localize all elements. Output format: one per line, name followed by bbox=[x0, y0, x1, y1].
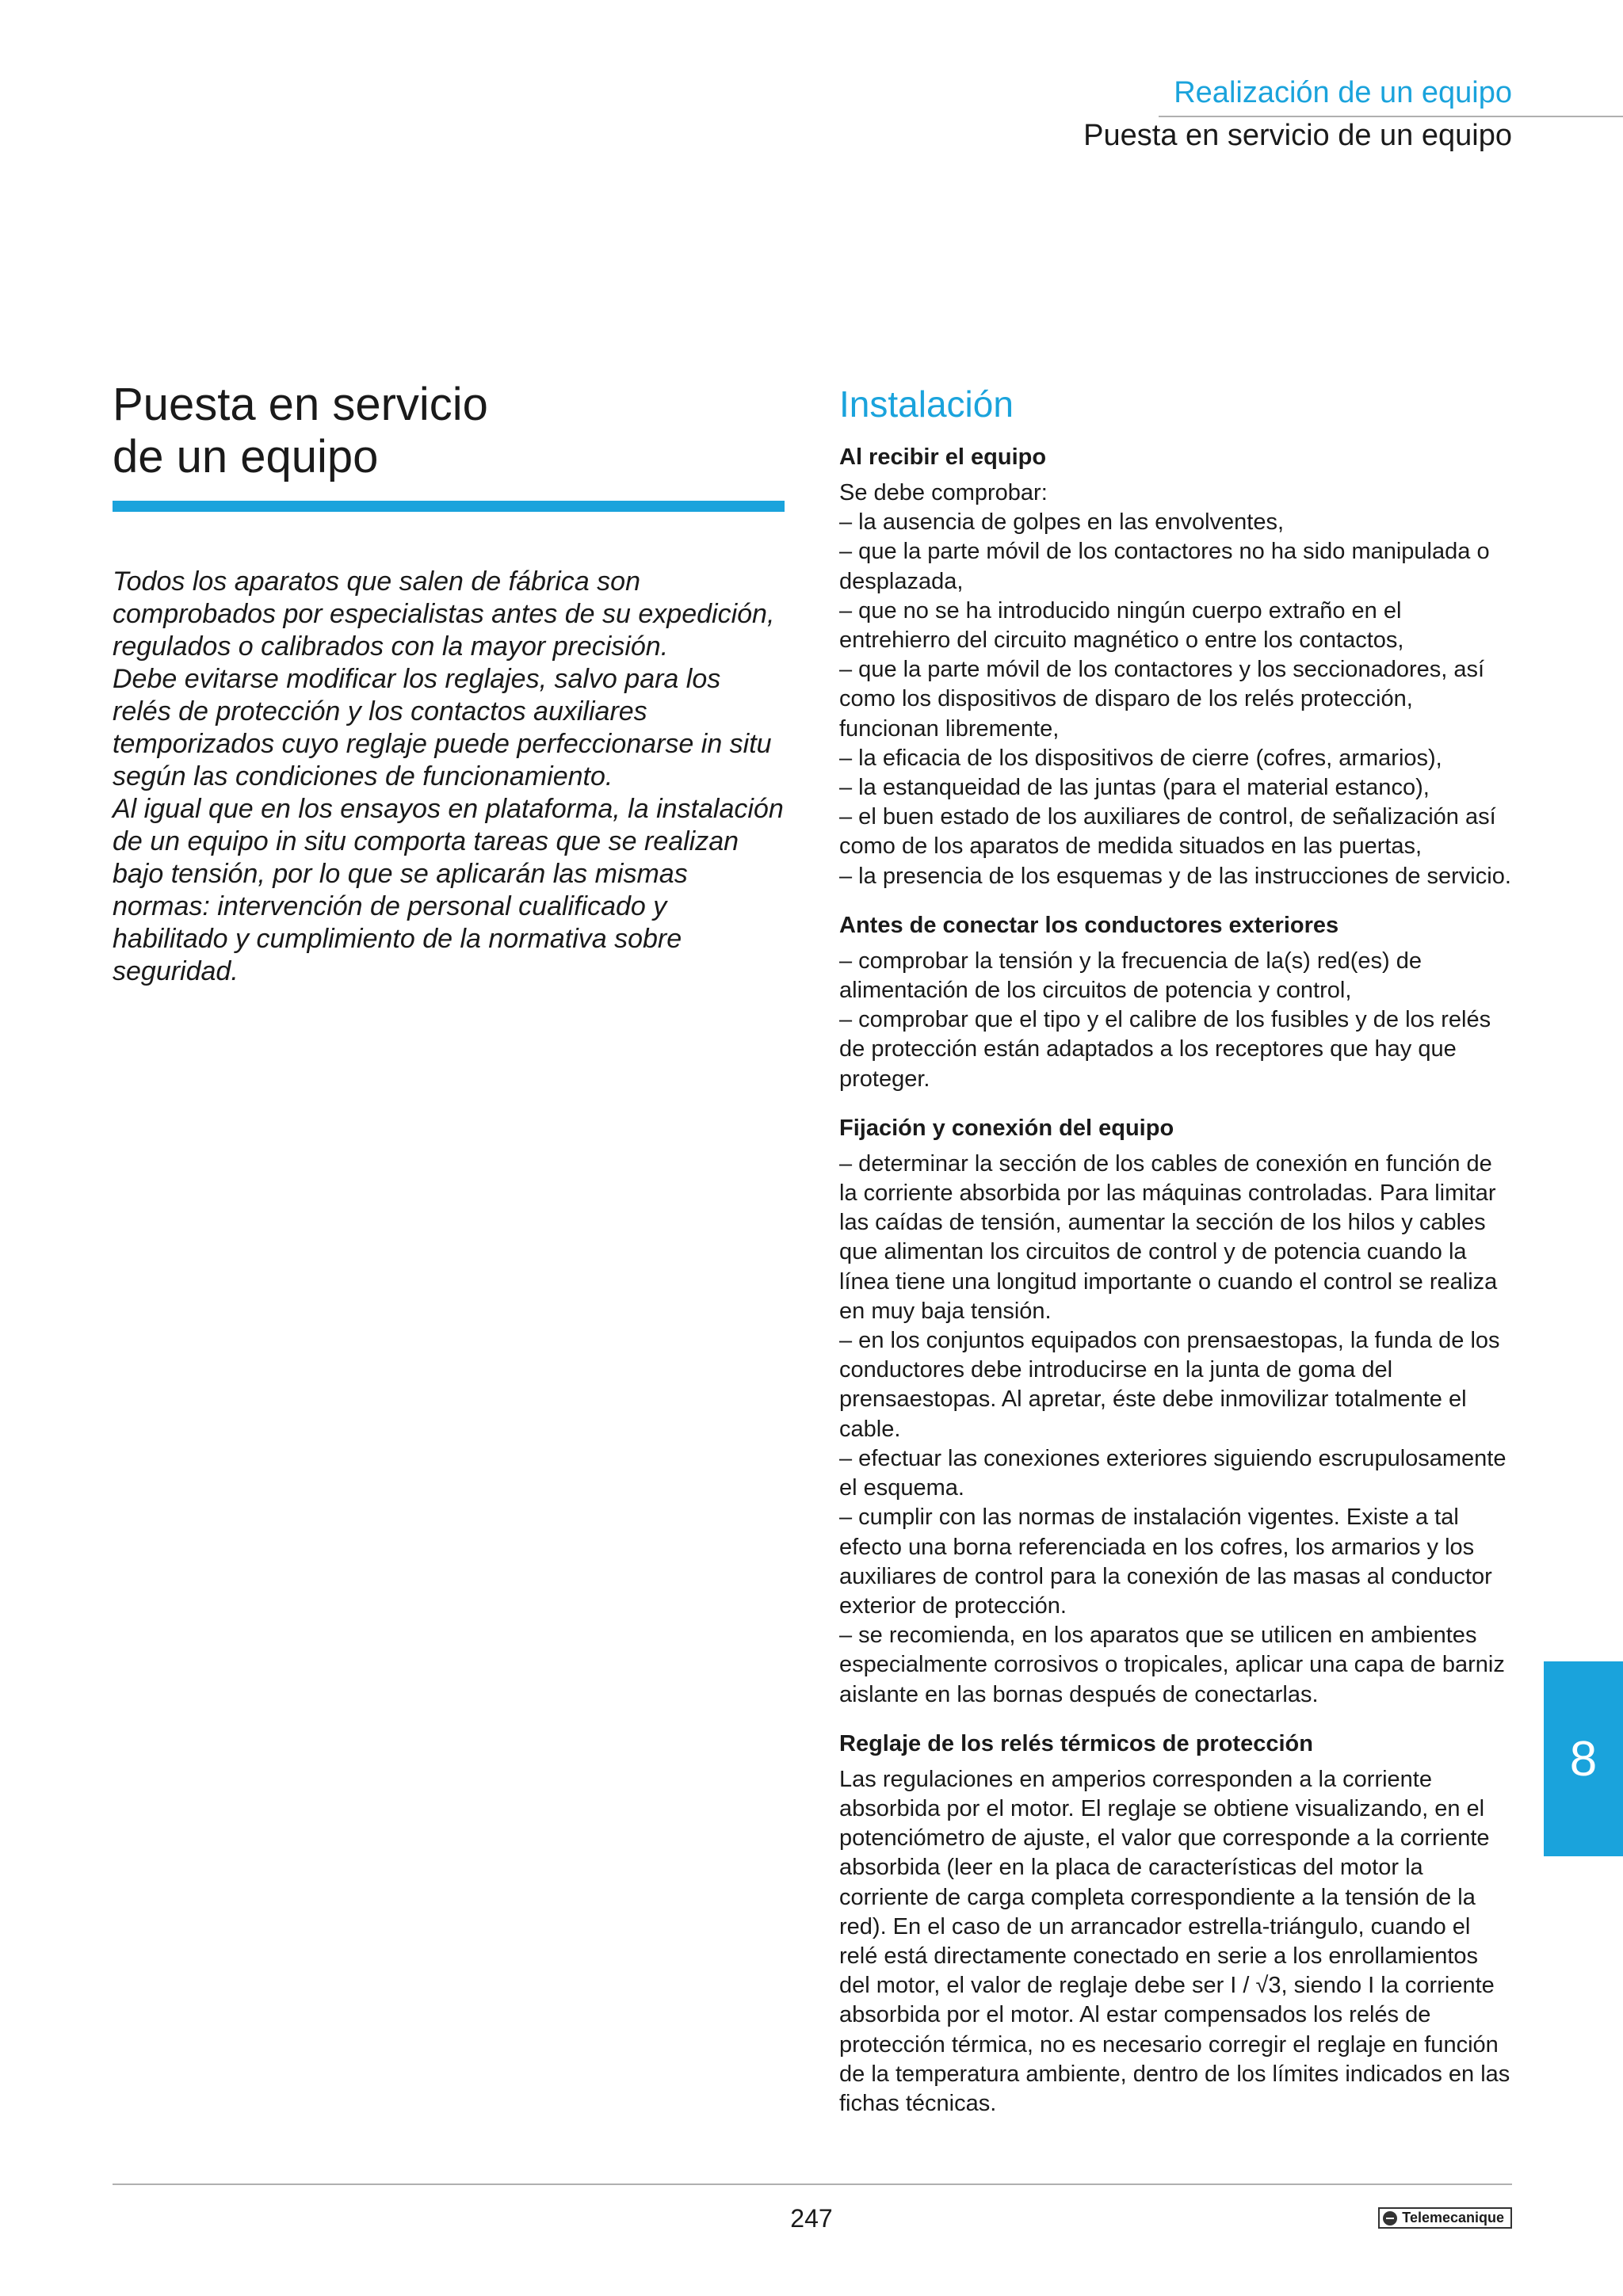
list-item: – el buen estado de los auxiliares de control, de señalización así como de los aparatos de medida situados en las puertas, bbox=[839, 804, 1496, 860]
list-item: – la estanqueidad de las juntas (para el material estanco), bbox=[839, 775, 1430, 801]
section-al-recibir bbox=[839, 442, 1513, 891]
header-category: Realización de un equipo bbox=[1174, 76, 1512, 109]
section-title: Instalación bbox=[839, 383, 1014, 425]
title-underline-bar bbox=[113, 501, 785, 512]
section-fijacion bbox=[839, 1113, 1513, 1710]
list-item: – en los conjuntos equipados con prensaestopas, la funda de los conductores debe introducirse en la junta de goma del prensaestopas. Al apretar, éste debe inmovilizar totalmente el cable. bbox=[839, 1328, 1500, 1442]
page-title bbox=[113, 379, 785, 483]
list-item: – que no se ha introducido ningún cuerpo extraño en el entrehierro del circuito magnético o entre los contactos, bbox=[839, 597, 1404, 654]
section-reglaje bbox=[839, 1729, 1513, 2119]
brand-logo bbox=[1378, 2207, 1512, 2229]
subsection-heading: Antes de conectar los conductores exteriores bbox=[839, 912, 1339, 938]
intro-paragraph: Debe evitarse modificar los reglajes, salvo para los relés de protección y los contactos auxiliares temporizados cuyo reglaje puede perfeccionarse in situ según las condiciones de funcionamiento. bbox=[113, 664, 772, 791]
brand-name: Telemecanique bbox=[1402, 2210, 1504, 2225]
chapter-tab: 8 bbox=[1544, 1661, 1623, 1856]
list-item: – que la parte móvil de los contactores no ha sido manipulada o desplazada, bbox=[839, 539, 1490, 594]
subsection-heading: Al recibir el equipo bbox=[839, 444, 1047, 470]
list-item: – efectuar las conexiones exteriores siguiendo escrupulosamente el esquema. bbox=[839, 1445, 1507, 1501]
section-antes-de-conectar bbox=[839, 910, 1513, 1094]
list-item: – comprobar que el tipo y el calibre de los fusibles y de los relés de protección están adaptados a los receptores que hay que proteger. bbox=[839, 1007, 1491, 1092]
list-item: – determinar la sección de los cables de conexión en función de la corriente absorbida por las máquinas controladas. Para limitar las caídas de tensión, aumentar la sección de los hilos y cables que alimentan los circuitos de control y de potencia cuando la línea tiene una longitud importante o cuando el control se realiza en muy baja tensión. bbox=[839, 1150, 1498, 1324]
intro-paragraph: Todos los aparatos que salen de fábrica son comprobados por especialistas antes de su expedición, regulados o calibrados con la mayor precisión. bbox=[113, 566, 775, 662]
footer-divider bbox=[113, 2183, 1512, 2185]
header-subtitle: Puesta en servicio de un equipo bbox=[1083, 119, 1512, 152]
list-item: – se recomienda, en los aparatos que se utilicen en ambientes especialmente corrosivos o tropicales, aplicar una capa de barniz aislante en las bornas después de conectarlas. bbox=[839, 1623, 1505, 1707]
list-item: – comprobar la tensión y la frecuencia de la(s) red(es) de alimentación de los circuitos de potencia y control, bbox=[839, 948, 1423, 1004]
intro-paragraph: Al igual que en los ensayos en plataforma, la instalación de un equipo in situ comporta tareas que se realizan bajo tensión, por lo que se aplicarán las mismas normas: intervención de personal cualificado y habilitado y cumplimiento de la normativa sobre seguridad. bbox=[113, 794, 784, 986]
subsection-heading: Fijación y conexión del equipo bbox=[839, 1115, 1174, 1141]
left-column bbox=[113, 379, 785, 988]
list-item: – que la parte móvil de los contactores y los seccionadores, así como los dispositivos de disparo de los relés protección, funcionan libremente, bbox=[839, 657, 1485, 742]
intro-text bbox=[113, 566, 785, 988]
page-title-line-1: Puesta en servicio bbox=[113, 379, 488, 430]
subsection-heading: Reglaje de los relés térmicos de protección bbox=[839, 1730, 1313, 1756]
list-item: – la presencia de los esquemas y de las instrucciones de servicio. bbox=[839, 863, 1511, 889]
header-divider bbox=[1159, 116, 1623, 117]
telemecanique-logo-icon bbox=[1383, 2211, 1397, 2225]
paragraph: Las regulaciones en amperios corresponden a la corriente absorbida por el motor. El reglaje se obtiene visualizando, en el potenciómetro de ajuste, el valor que corresponde a la corriente absorbida (leer en la placa de características del motor la corriente de carga completa correspondiente a la tensión de la red). En el caso de un arrancador estrella-triángulo, cuando el relé está directamente conectado en serie a los enrollamientos del motor, el valor de reglaje debe ser I / √3, siendo I la corriente absorbida por el motor. Al estar compensados los relés de protección térmica, no es necesario corregir el reglaje en función de la temperatura ambiente, dentro de los límites indicados en las fichas técnicas. bbox=[839, 1766, 1510, 2116]
list-item: – la eficacia de los dispositivos de cierre (cofres, armarios), bbox=[839, 745, 1442, 771]
paragraph: Se debe comprobar: bbox=[839, 480, 1048, 505]
page-number: 247 bbox=[790, 2204, 833, 2233]
list-item: – cumplir con las normas de instalación vigentes. Existe a tal efecto una borna referenciada en los cofres, los armarios y los auxiliares de control para la conexión de las masas al conductor exterior de protección. bbox=[839, 1505, 1492, 1619]
right-column bbox=[839, 382, 1513, 2138]
list-item: – la ausencia de golpes en las envolventes, bbox=[839, 509, 1285, 536]
page-title-line-2: de un equipo bbox=[113, 431, 379, 482]
